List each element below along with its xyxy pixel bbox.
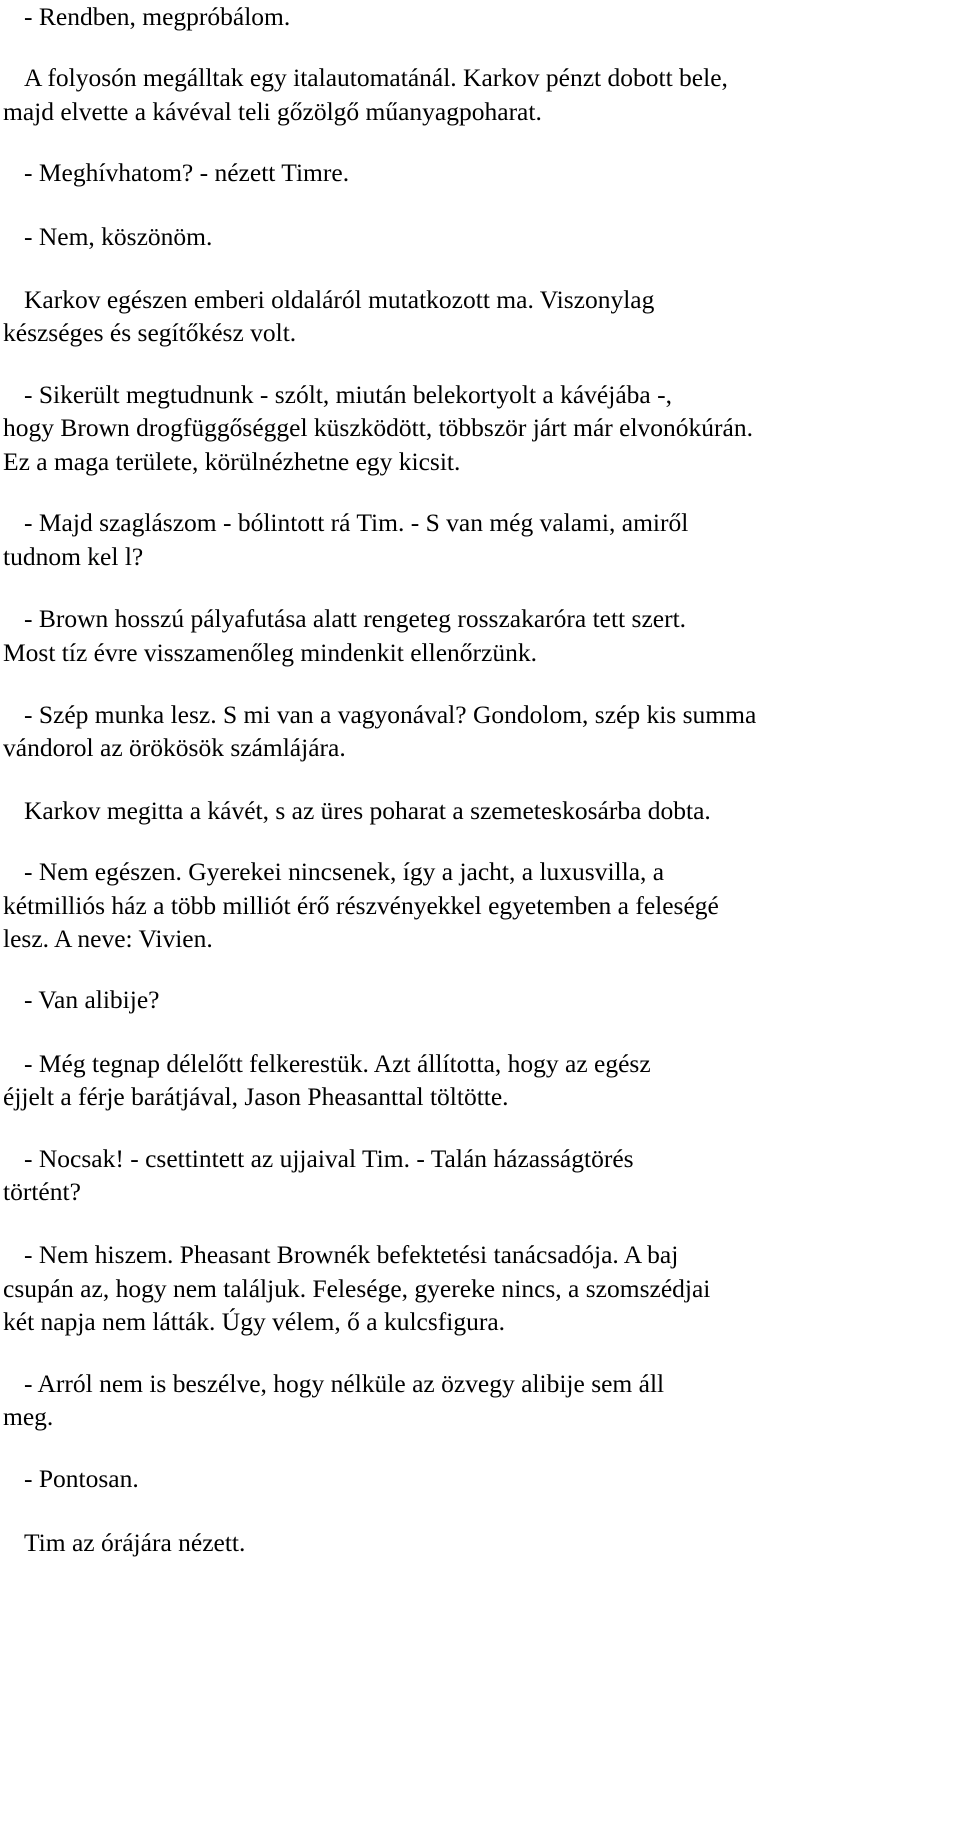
text-line: Ez a maga területe, körülnézhetne egy kicsit. — [3, 447, 461, 476]
text-line: Most tíz évre visszamenőleg mindenkit ellenőrzünk. — [3, 638, 537, 667]
text-line: A folyosón megálltak egy italautomatánál. Karkov pénzt dobott bele, — [24, 63, 728, 92]
text-line: - Meghívhatom? - nézett Timre. — [24, 158, 350, 187]
text-line: meg. — [3, 1402, 54, 1431]
text-line: - Rendben, megpróbálom. — [24, 2, 291, 31]
text-line: - Arról nem is beszélve, hogy nélküle az özvegy alibije sem áll — [24, 1369, 665, 1398]
text-line: hogy Brown drogfüggőséggel küszködött, többször járt már elvonókúrán. — [3, 413, 753, 442]
text-line: - Brown hosszú pályafutása alatt rengeteg rosszakaróra tett szert. — [24, 604, 687, 633]
text-line: - Nem hiszem. Pheasant Brownék befektetési tanácsadója. A baj — [24, 1240, 679, 1269]
text-line: vándorol az örökösök számlájára. — [3, 733, 346, 762]
text-line: Karkov megitta a kávét, s az üres poharat a szemeteskosárba dobta. — [24, 796, 711, 825]
text-line: kétmilliós ház a több milliót érő részvényekkel egyetemben a feleségé — [3, 891, 719, 920]
text-line: - Nem egészen. Gyerekei nincsenek, így a jacht, a luxusvilla, a — [24, 857, 665, 886]
text-line: készséges és segítőkész volt. — [3, 318, 297, 347]
text-line: - Szép munka lesz. S mi van a vagyonával? Gondolom, szép kis summa — [24, 700, 757, 729]
text-line: - Nem, köszönöm. — [24, 222, 213, 251]
text-line: éjjelt a férje barátjával, Jason Pheasanttal töltötte. — [3, 1082, 509, 1111]
text-line: Tim az órájára nézett. — [24, 1528, 246, 1557]
text-line: - Van alibije? — [24, 985, 160, 1014]
text-line: - Majd szaglászom - bólintott rá Tim. - S van még valami, amiről — [24, 508, 689, 537]
text-line: - Még tegnap délelőtt felkerestük. Azt állította, hogy az egész — [24, 1049, 651, 1078]
text-line: - Nocsak! - csettintett az ujjaival Tim. - Talán házasságtörés — [24, 1144, 634, 1173]
text-line: Karkov egészen emberi oldaláról mutatkozott ma. Viszonylag — [24, 285, 655, 314]
text-line: tudnom kel l? — [3, 542, 144, 571]
text-line: két napja nem látták. Úgy vélem, ő a kulcsfigura. — [3, 1307, 506, 1336]
text-line: lesz. A neve: Vivien. — [3, 924, 213, 953]
text-line: majd elvette a kávéval teli gőzölgő műanyagpoharat. — [3, 97, 542, 126]
text-line: - Pontosan. — [24, 1464, 139, 1493]
text-line: csupán az, hogy nem találjuk. Felesége, gyereke nincs, a szomszédjai — [3, 1274, 711, 1303]
text-line: történt? — [3, 1177, 81, 1206]
text-line: - Sikerült megtudnunk - szólt, miután belekortyolt a kávéjába -, — [24, 380, 672, 409]
